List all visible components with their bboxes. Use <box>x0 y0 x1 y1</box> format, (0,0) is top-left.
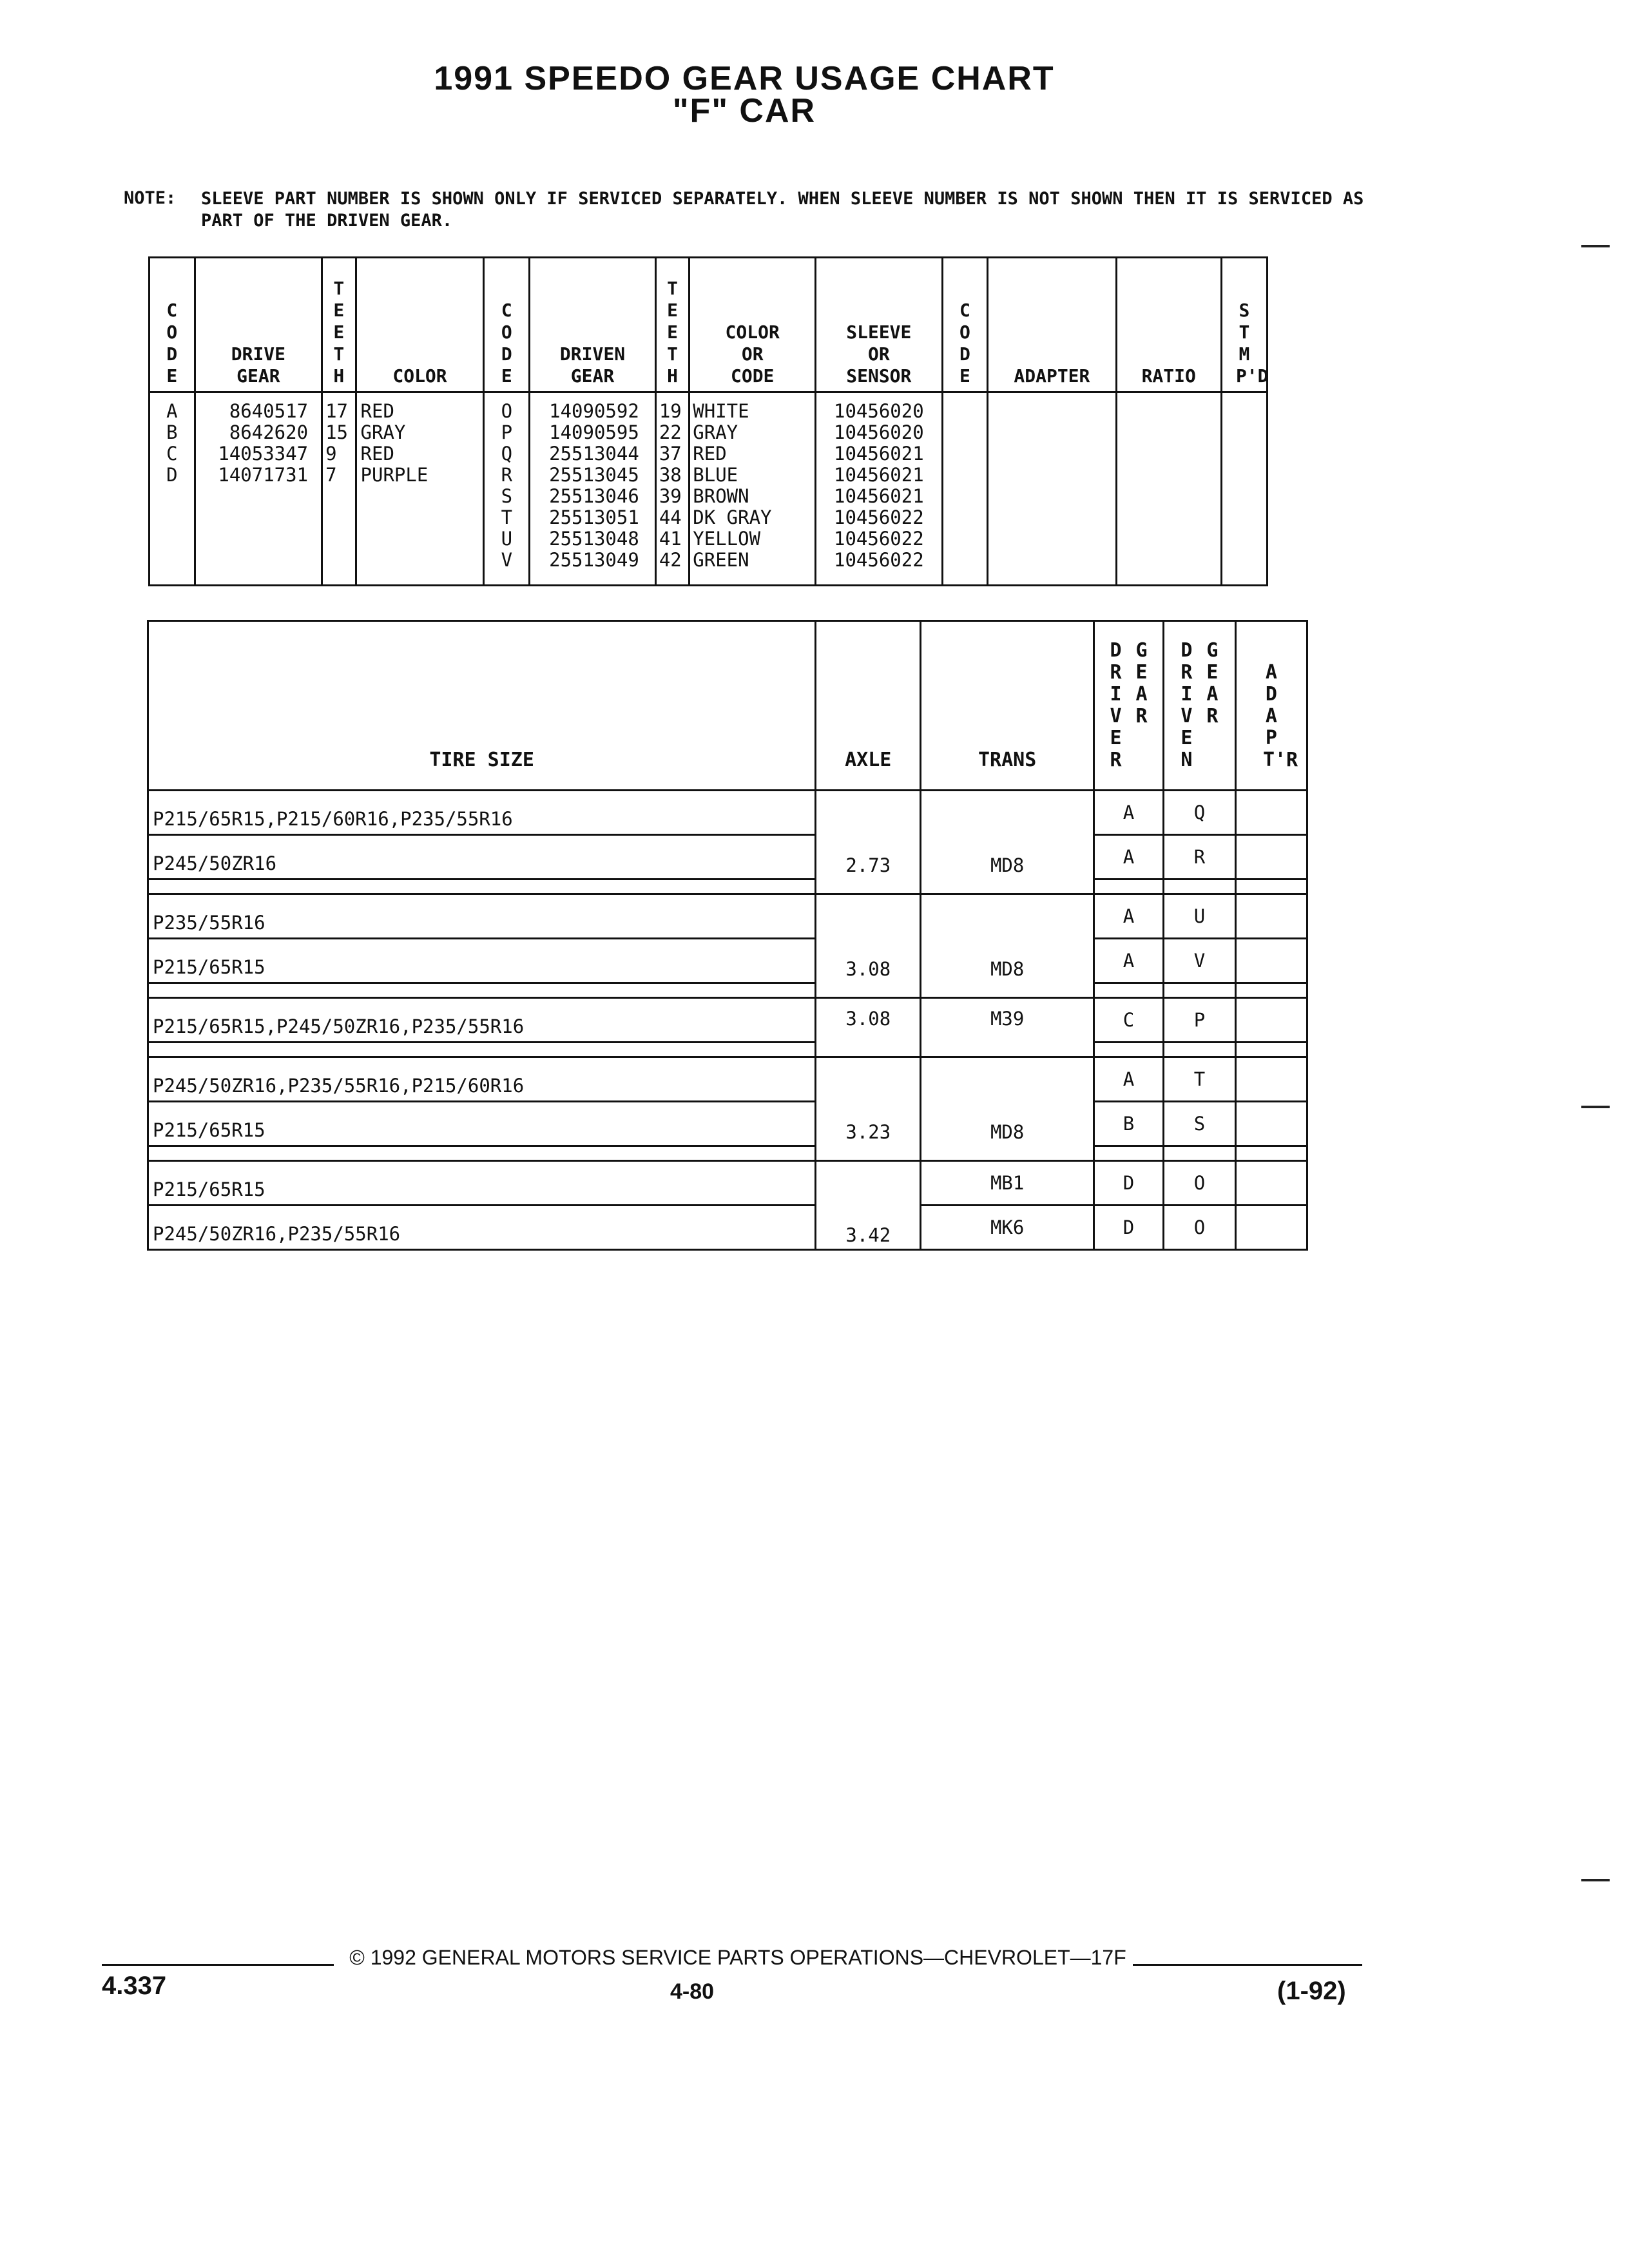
adapter-cell <box>1235 998 1307 1043</box>
drive-gear-column <box>195 392 322 586</box>
axle-cell: 3.08 <box>816 894 921 998</box>
list-item: S <box>501 485 513 507</box>
tire-size-cell: P215/65R15 <box>148 1102 816 1146</box>
drive-gear-cell: C <box>1094 998 1164 1043</box>
axle-cell: 3.08 <box>816 998 921 1057</box>
trans-cell: MD8 <box>921 1057 1094 1161</box>
list-item: RED <box>360 443 394 465</box>
drive-teeth-column <box>322 392 356 586</box>
table-row <box>148 894 1307 939</box>
list-item: 8640517 <box>229 400 309 422</box>
tire-size-cell: P215/65R15 <box>148 939 816 983</box>
table-row <box>148 1206 1307 1250</box>
list-item: 41 <box>659 528 682 550</box>
table-row <box>148 1102 1307 1146</box>
list-item: V <box>501 549 513 571</box>
list-item: 42 <box>659 549 682 571</box>
footer-rule-right <box>1133 1964 1362 1966</box>
driven-color-column <box>689 392 816 586</box>
gear-table <box>148 256 1268 586</box>
list-item: 44 <box>659 506 682 528</box>
driven-gear-cell: T <box>1164 1057 1236 1102</box>
drive-gear-cell: B <box>1094 1102 1164 1146</box>
list-item: 25513046 <box>549 485 639 507</box>
drive-gear-cell: A <box>1094 835 1164 879</box>
header-driven-gear: DRIVEN GEAR <box>1164 621 1236 791</box>
tire-table <box>147 620 1308 1251</box>
trans-cell: M39 <box>921 998 1094 1057</box>
driven-gear-cell: P <box>1164 998 1236 1043</box>
tire-size-cell: P245/50ZR16,P235/55R16,P215/60R16 <box>148 1057 816 1102</box>
axle-cell: 3.23 <box>816 1057 921 1161</box>
header-code-driven: CODE <box>501 300 512 387</box>
header-sleeve-or-sensor: SLEEVE OR SENSOR <box>816 258 942 392</box>
list-item: 14090592 <box>549 400 639 422</box>
list-item: 10456022 <box>833 549 924 571</box>
list-item: BROWN <box>693 485 749 507</box>
tire-size-cell: P215/65R15,P245/50ZR16,P235/55R16 <box>148 998 816 1043</box>
list-item: 7 <box>325 464 337 486</box>
list-item: 10456020 <box>833 400 924 422</box>
header-ratio: RATIO <box>1116 258 1221 392</box>
list-item: R <box>501 464 513 486</box>
sleeve-column <box>816 392 942 586</box>
driven-teeth-column <box>655 392 689 586</box>
list-item: PURPLE <box>360 464 429 486</box>
list-item: 9 <box>325 443 337 465</box>
driven-gear-cell: S <box>1164 1102 1236 1146</box>
header-adapter: ADAPTER <box>988 258 1116 392</box>
list-item: 10456021 <box>833 443 924 465</box>
revision-date: (1-92) <box>1277 1977 1346 2005</box>
trans-cell: MB1 <box>921 1161 1094 1206</box>
list-item: 25513044 <box>549 443 639 465</box>
list-item: D <box>166 464 178 486</box>
table-row <box>148 1057 1307 1102</box>
drive-gear-cell: A <box>1094 939 1164 983</box>
list-item: 10456022 <box>833 506 924 528</box>
chart-title: 1991 SPEEDO GEAR USAGE CHART <box>434 60 1055 97</box>
list-item: 39 <box>659 485 682 507</box>
binder-mark <box>1581 1879 1610 1881</box>
stmpd-column <box>1221 392 1267 586</box>
driven-gear-cell: R <box>1164 835 1236 879</box>
table-row <box>148 791 1307 835</box>
adapter-cell <box>1235 1102 1307 1146</box>
binder-mark <box>1581 245 1610 247</box>
list-item: RED <box>360 400 394 422</box>
list-item: C <box>166 443 178 465</box>
list-item: 17 <box>325 400 348 422</box>
list-item: 22 <box>659 421 682 443</box>
driven-gear-cell: O <box>1164 1206 1236 1250</box>
tire-size-cell: P215/65R15,P215/60R16,P235/55R16 <box>148 791 816 835</box>
driven-gear-cell: U <box>1164 894 1236 939</box>
chart-subtitle: "F" CAR <box>672 92 816 130</box>
list-item: YELLOW <box>693 528 761 550</box>
list-item: 19 <box>659 400 682 422</box>
list-item: 25513048 <box>549 528 639 550</box>
driven-gear-cell: O <box>1164 1161 1236 1206</box>
list-item: 14090595 <box>549 421 639 443</box>
note-text: SLEEVE PART NUMBER IS SHOWN ONLY IF SERVICED SEPARATELY. WHEN SLEEVE NUMBER IS NOT SHOWN THEN IT IS SERVICED AS PART OF THE DRIVEN GEAR. <box>201 189 1364 231</box>
list-item: 10456020 <box>833 421 924 443</box>
list-item: 15 <box>325 421 348 443</box>
adapter-cell <box>1235 1057 1307 1102</box>
footer-copyright: © 1992 GENERAL MOTORS SERVICE PARTS OPERATIONS—CHEVROLET—17F <box>349 1946 1126 1969</box>
header-code-adapter: CODE <box>959 300 970 387</box>
drive-code-column <box>149 392 195 586</box>
list-item: Q <box>501 443 513 465</box>
list-item: 10456022 <box>833 528 924 550</box>
header-drive-gear: DRIVE GEAR <box>195 258 322 392</box>
adapter-cell <box>1235 894 1307 939</box>
header-driven-gear: DRIVEN GEAR <box>530 258 656 392</box>
header-drive-gear: DRIVER GEAR <box>1094 621 1164 791</box>
header-teeth-driven: TEETH <box>667 278 678 387</box>
list-item: DK GRAY <box>693 506 772 528</box>
list-item: 25513051 <box>549 506 639 528</box>
list-item: 25513045 <box>549 464 639 486</box>
table-row <box>148 835 1307 879</box>
drive-color-column <box>356 392 484 586</box>
header-tire-size: TIRE SIZE <box>148 621 816 791</box>
binder-mark <box>1581 1106 1610 1108</box>
adapter-column <box>988 392 1116 586</box>
list-item: 8642620 <box>229 421 309 443</box>
header-trans: TRANS <box>921 621 1094 791</box>
drive-gear-cell: A <box>1094 1057 1164 1102</box>
list-item: A <box>166 400 178 422</box>
drive-gear-cell: D <box>1094 1206 1164 1250</box>
trans-cell: MD8 <box>921 894 1094 998</box>
driven-gear-cell: V <box>1164 939 1236 983</box>
list-item: 10456021 <box>833 485 924 507</box>
list-item: 25513049 <box>549 549 639 571</box>
table-row <box>148 1161 1307 1206</box>
header-stmpd: STMP'D <box>1235 300 1269 387</box>
header-code-drive: CODE <box>166 300 178 387</box>
table-row <box>148 998 1307 1043</box>
page-number-center: 4-80 <box>670 1979 715 2004</box>
tire-size-cell: P245/50ZR16 <box>148 835 816 879</box>
header-adapter: ADAPT'R <box>1262 661 1298 771</box>
tire-size-cell: P215/65R15 <box>148 1161 816 1206</box>
tire-size-cell: P235/55R16 <box>148 894 816 939</box>
driven-gear-cell: Q <box>1164 791 1236 835</box>
header-color-or-code: COLOR OR CODE <box>689 258 816 392</box>
adapter-cell <box>1235 835 1307 879</box>
footer-rule-left <box>102 1964 334 1966</box>
driven-code-column <box>484 392 530 586</box>
list-item: 14071731 <box>218 464 309 486</box>
list-item: U <box>501 528 513 550</box>
page-number-left: 4.337 <box>102 1972 167 2000</box>
list-item: T <box>501 506 513 528</box>
list-item: GREEN <box>693 549 749 571</box>
list-item: 10456021 <box>833 464 924 486</box>
list-item: 14053347 <box>218 443 309 465</box>
header-color: COLOR <box>356 258 484 392</box>
adapter-cell <box>1235 1161 1307 1206</box>
tire-size-cell: P245/50ZR16,P235/55R16 <box>148 1206 816 1250</box>
table-row <box>148 939 1307 983</box>
list-item: GRAY <box>693 421 738 443</box>
trans-cell: MK6 <box>921 1206 1094 1250</box>
adapter-code-column <box>942 392 988 586</box>
list-item: BLUE <box>693 464 738 486</box>
drive-gear-cell: A <box>1094 791 1164 835</box>
list-item: WHITE <box>693 400 749 422</box>
adapter-cell <box>1235 939 1307 983</box>
list-item: 37 <box>659 443 682 465</box>
list-item: B <box>166 421 178 443</box>
header-teeth-drive: TEETH <box>333 278 345 387</box>
axle-cell: 3.42 <box>816 1161 921 1250</box>
drive-gear-cell: D <box>1094 1161 1164 1206</box>
driven-gear-column <box>530 392 656 586</box>
note-label: NOTE: <box>124 188 177 208</box>
list-item: O <box>501 400 513 422</box>
list-item: 38 <box>659 464 682 486</box>
list-item: RED <box>693 443 727 465</box>
axle-cell: 2.73 <box>816 791 921 894</box>
list-item: GRAY <box>360 421 406 443</box>
adapter-cell <box>1235 791 1307 835</box>
trans-cell: MD8 <box>921 791 1094 894</box>
drive-gear-cell: A <box>1094 894 1164 939</box>
header-axle: AXLE <box>816 621 921 791</box>
ratio-column <box>1116 392 1221 586</box>
list-item: P <box>501 421 513 443</box>
adapter-cell <box>1235 1206 1307 1250</box>
